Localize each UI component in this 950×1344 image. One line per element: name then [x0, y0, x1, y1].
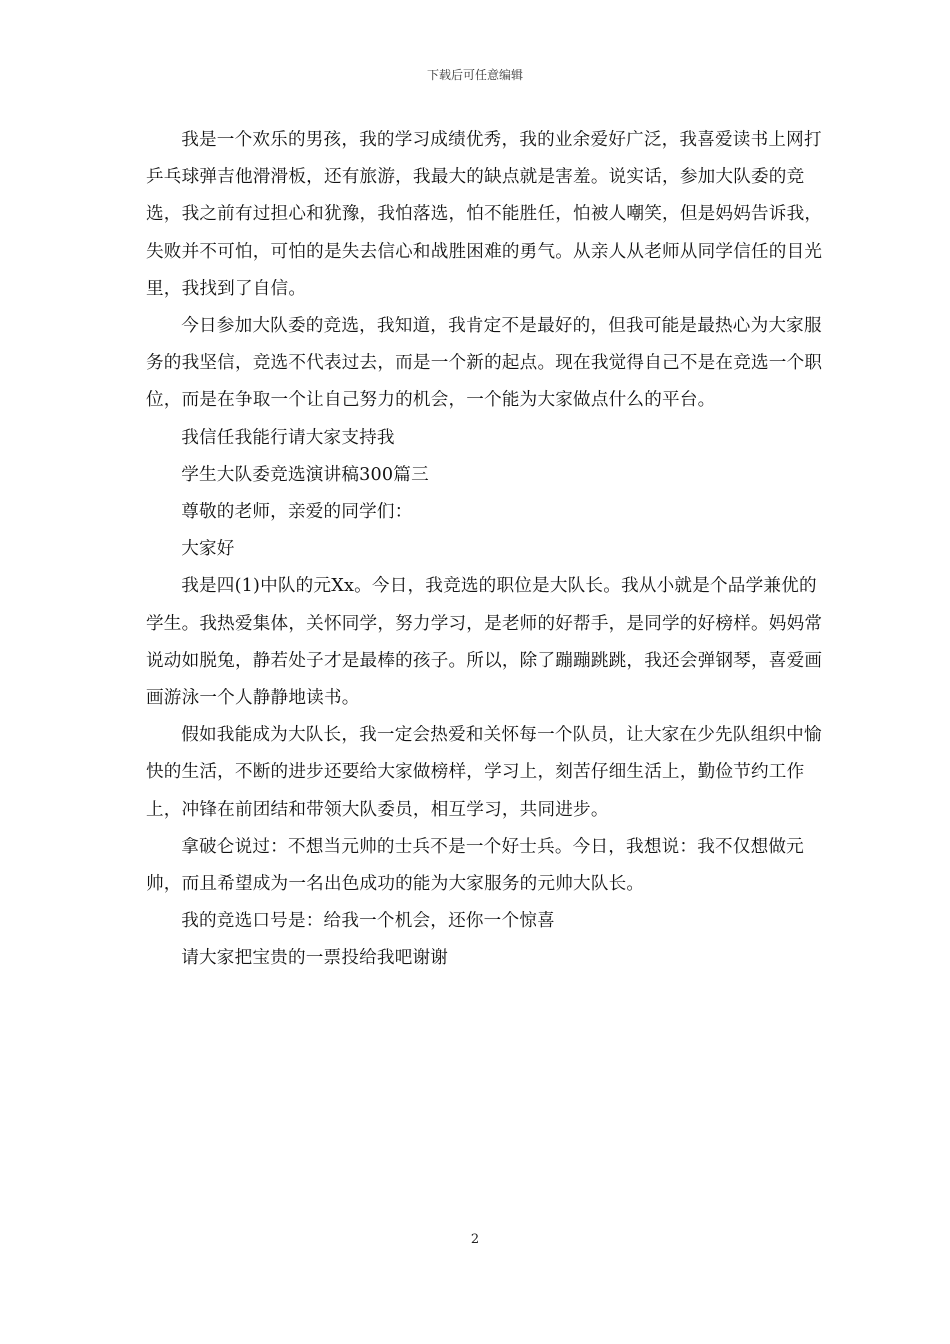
paragraph: 拿破仑说过：不想当元帅的士兵不是一个好士兵。今日，我想说：我不仅想做元帅，而且希望成为一名出色成功的能为大家服务的元帅大队长。 — [146, 836, 804, 895]
page-number: 2 — [470, 1232, 480, 1247]
document-body — [146, 122, 826, 978]
paragraph: 我的竞选口号是：给我一个机会，还你一个惊喜 — [181, 911, 555, 932]
paragraph: 我是四(1)中队的元Xx。今日，我竞选的职位是大队长。我从小就是个品学兼优的学生。我热爱集体，关怀同学，努力学习，是老师的好帮手，是同学的好榜样。妈妈常说动如脱兔，静若处子才是最棒的孩子。所以，除了蹦蹦跳跳，我还会弹钢琴，喜爱画画游泳一个人静静地读书。 — [146, 576, 823, 709]
page-header: 下载后可任意编辑 — [426, 68, 523, 82]
paragraph: 我信任我能行请大家支持我 — [181, 427, 395, 448]
section-title: 学生大队委竞选演讲稿300篇三 — [181, 464, 429, 485]
greeting: 大家好 — [181, 539, 235, 560]
paragraph: 今日参加大队委的竞选，我知道，我肯定不是最好的，但我可能是最热心为大家服务的我坚信，竞选不代表过去，而是一个新的起点。现在我觉得自己不是在竞选一个职位，而是在争取一个让自己努力的机会，一个能为大家做点什么的平台。 — [146, 316, 823, 411]
paragraph: 假如我能成为大队长，我一定会热爱和关怀每一个队员，让大家在少先队组织中愉快的生活，不断的进步还要给大家做榜样，学习上，刻苦仔细生活上，勤俭节约工作上，冲锋在前团结和带领大队委员，相互学习，共同进步。 — [146, 725, 822, 820]
paragraph: 我是一个欢乐的男孩，我的学习成绩优秀，我的业余爱好广泛，我喜爱读书上网打乒乓球弹吉他滑滑板，还有旅游，我最大的缺点就是害羞。说实话，参加大队委的竞选，我之前有过担心和犹豫，我怕落选，怕不能胜任，怕被人嘲笑，但是妈妈告诉我，失败并不可怕，可怕的是失去信心和战胜困难的勇气。从亲人从老师从同学信任的目光里，我找到了自信。 — [146, 130, 823, 299]
salutation: 尊敬的老师，亲爱的同学们： — [181, 502, 413, 523]
paragraph: 请大家把宝贵的一票投给我吧谢谢 — [181, 948, 449, 969]
